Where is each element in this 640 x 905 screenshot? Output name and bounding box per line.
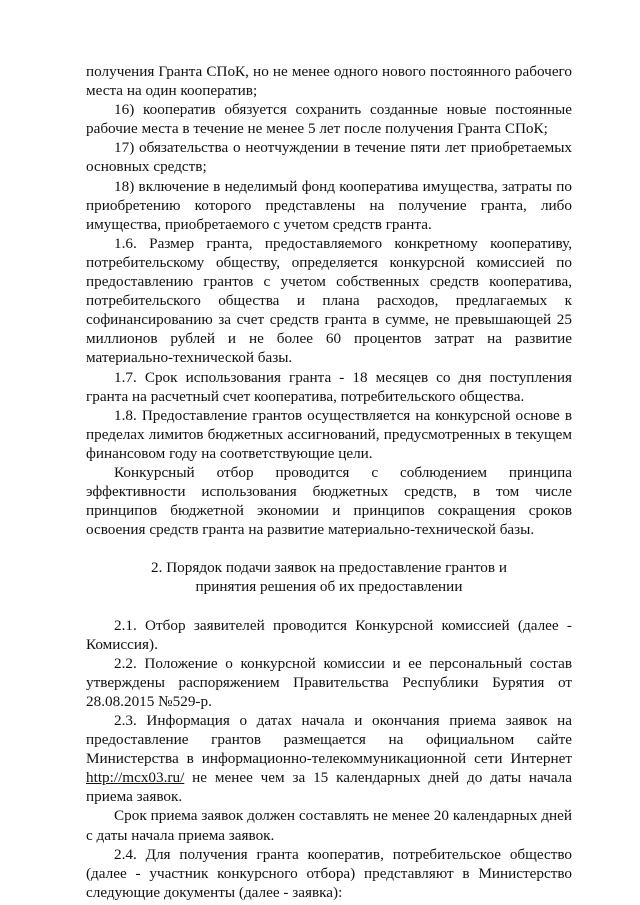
paragraph-competition: Конкурсный отбор проводится с соблюдением принципа эффективности использования бюджетных средств, в том числе принципов бюджетной экономии и принципов сокращения сроков освоения средств гранта на развитие материально-технической базы. xyxy=(86,463,572,539)
paragraph-1-6: 1.6. Размер гранта, предоставляемого конкретному кооперативу, потребительскому обществу, определяется конкурсной комиссией по предоставлению грантов с учетом собственных средств кооператива, потребительского общества и плана расходов, предлагаемых к софинансированию за счет средств гранта в сумме, не превышающей 25 миллионов рублей и не более 60 процентов затрат на развитие материально-технической базы. xyxy=(86,234,572,367)
section-heading-line-1: 2. Порядок подачи заявок на предоставление грантов и xyxy=(151,559,507,577)
ministry-website-link[interactable]: http://mcx03.ru/ xyxy=(86,769,185,787)
section-heading-line-2: принятия решения об их предоставлении xyxy=(195,578,463,596)
paragraph-2-2: 2.2. Положение о конкурсной комиссии и ее персональный состав утверждены распоряжением Правительства Республики Бурятия от 28.08.2015 №529-р. xyxy=(86,654,572,710)
paragraph-deadline: Срок приема заявок должен составлять не менее 20 календарных дней с даты начала приема заявок. xyxy=(86,807,572,844)
section-heading xyxy=(86,558,572,596)
paragraph-2-4: 2.4. Для получения гранта кооператив, потребительское общество (далее - участник конкурсного отбора) представляют в Министерство следующие документы (далее - заявка): xyxy=(86,845,572,901)
paragraph-2-3 xyxy=(86,711,572,806)
paragraph-1-8: 1.8. Предоставление грантов осуществляется на конкурсной основе в пределах лимитов бюджетных ассигнований, предусмотренных в текущем финансовом году на соответствующие цели. xyxy=(86,406,572,462)
paragraph-2-3-text-before: 2.3. Информация о датах начала и окончания приема заявок на предоставление грантов размещается на официальном сайте Министерства в информационно-телекоммуникационной сети Интернет xyxy=(86,712,572,768)
document-page xyxy=(86,62,572,902)
paragraph-continuation: получения Гранта СПоК, но не менее одного нового постоянного рабочего места на один кооператив; xyxy=(86,63,572,100)
paragraph-1-7: 1.7. Срок использования гранта - 18 месяцев со дня поступления гранта на расчетный счет кооператива, потребительского общества. xyxy=(86,368,572,405)
paragraph-item-16: 16) кооператив обязуется сохранить созданные новые постоянные рабочие места в течение не менее 5 лет после получения Гранта СПоК; xyxy=(86,101,572,138)
paragraph-2-3-text-after: не менее чем за 15 календарных дней до даты начала приема заявок. xyxy=(86,769,572,806)
paragraph-item-17: 17) обязательства о неотчуждении в течение пяти лет приобретаемых основных средств; xyxy=(86,139,572,176)
paragraph-item-18: 18) включение в неделимый фонд кооператива имущества, затраты по приобретению которого представлены на получение гранта, либо имущества, приобретаемого с учетом средств гранта. xyxy=(86,177,572,233)
paragraph-2-1: 2.1. Отбор заявителей проводится Конкурсной комиссией (далее - Комиссия). xyxy=(86,616,572,653)
